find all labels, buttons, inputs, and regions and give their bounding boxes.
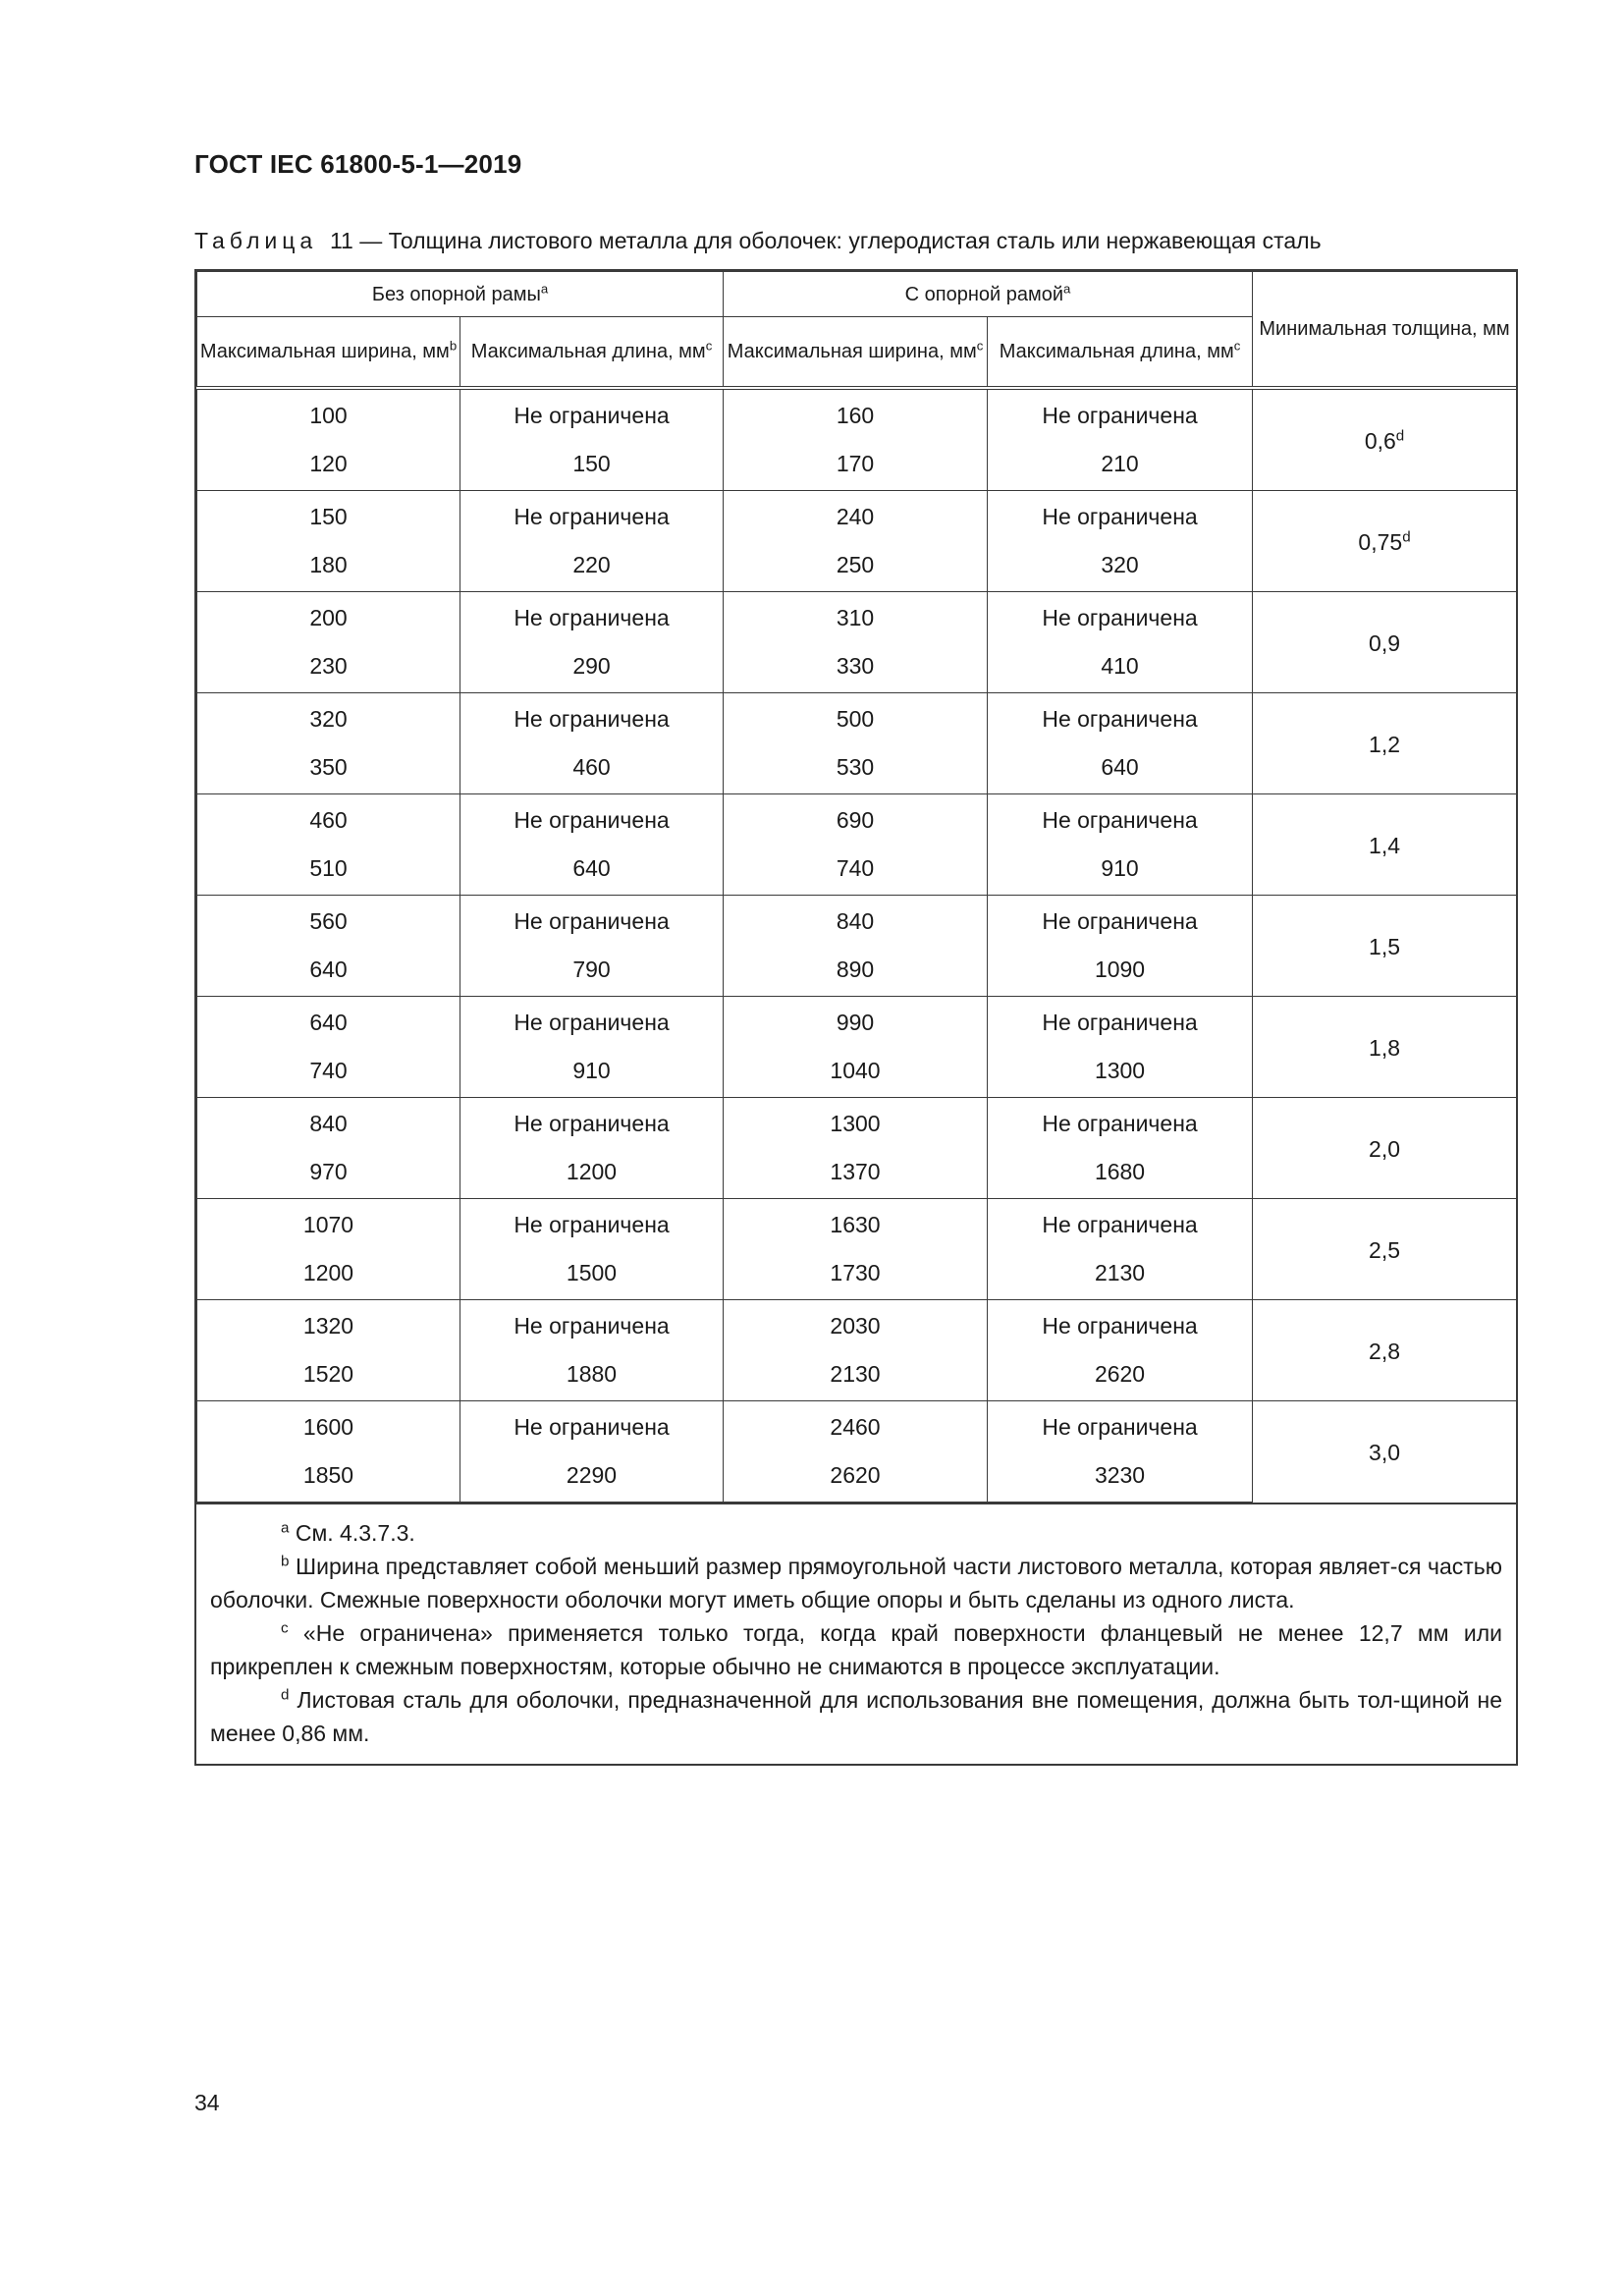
thickness-value: 1,2 — [1369, 731, 1401, 757]
thickness-cell — [1253, 388, 1517, 491]
table-cell: 840 — [197, 1098, 460, 1149]
thickness-cell — [1253, 592, 1517, 693]
table-cell: 1370 — [724, 1148, 988, 1199]
table-cell: 1630 — [724, 1199, 988, 1250]
header-min-thickness: Минимальная толщина, мм — [1253, 272, 1517, 389]
thickness-value: 1,4 — [1369, 832, 1401, 858]
table-row — [197, 794, 1517, 846]
table-cell: 2620 — [724, 1451, 988, 1503]
table-cell: 1200 — [460, 1148, 724, 1199]
footnote — [210, 1616, 1502, 1683]
table-cell: 1200 — [197, 1249, 460, 1300]
table-cell: 1300 — [724, 1098, 988, 1149]
header-group-with-frame: С опорной рамой$^a$ — [724, 272, 1253, 317]
table-cell: 290 — [460, 642, 724, 693]
thickness-cell — [1253, 693, 1517, 794]
table-row — [197, 592, 1517, 643]
table-cell: Не ограничена — [460, 693, 724, 744]
footnote-text: Ширина представляет собой меньший размер прямоугольной части листового металла, которая являет-ся частью оболочки. Смежные поверхности оболочки могут иметь общие опоры и быть сделаны из одного листа. — [210, 1554, 1502, 1613]
table-cell: 3230 — [988, 1451, 1253, 1503]
table-cell: Не ограничена — [460, 1098, 724, 1149]
table-cell: 1520 — [197, 1350, 460, 1401]
thickness-table — [194, 269, 1518, 1766]
table-cell: Не ограничена — [460, 1300, 724, 1351]
table-cell: 1090 — [988, 946, 1253, 997]
caption-text: 11 — Толщина листового металла для оболочек: углеродистая сталь или нержавеющая сталь — [329, 228, 1322, 253]
table-cell: 2620 — [988, 1350, 1253, 1401]
table-cell: 210 — [988, 440, 1253, 491]
table-cell: Не ограничена — [460, 896, 724, 947]
table-cell: 560 — [197, 896, 460, 947]
header-width-with-frame: Максимальная ширина, $мм^c$ — [724, 317, 988, 389]
table-cell: 1040 — [724, 1047, 988, 1098]
table-cell: 640 — [988, 743, 1253, 794]
table-cell: 220 — [460, 541, 724, 592]
table-cell: 230 — [197, 642, 460, 693]
thickness-cell — [1253, 794, 1517, 896]
table-cell: Не ограничена — [460, 388, 724, 440]
footnote — [210, 1516, 1502, 1550]
table-row — [197, 693, 1517, 744]
table-cell: Не ограничена — [460, 592, 724, 643]
table-cell: Не ограничена — [988, 1300, 1253, 1351]
table-cell: Не ограничена — [988, 896, 1253, 947]
table-row — [197, 1098, 1517, 1149]
table-cell: 150 — [460, 440, 724, 491]
table-cell: 460 — [197, 794, 460, 846]
table-cell: 180 — [197, 541, 460, 592]
table-cell: Не ограничена — [988, 491, 1253, 542]
table-cell: 2130 — [724, 1350, 988, 1401]
table-cell: Не ограничена — [988, 388, 1253, 440]
table-cell: 410 — [988, 642, 1253, 693]
table-cell: Не ограничена — [460, 491, 724, 542]
table-cell: 640 — [197, 997, 460, 1048]
table-cell: 1300 — [988, 1047, 1253, 1098]
table-cell: 740 — [724, 845, 988, 896]
table-cell: Не ограничена — [460, 1199, 724, 1250]
table-row — [197, 1199, 1517, 1250]
footnote-text: «Не ограничена» применяется только тогда, когда край поверхности фланцевый не менее 12,7 мм или прикреплен к смежным поверхностям, которые обычно не снимаются в процессе эксплуатации. — [210, 1620, 1502, 1679]
header-length-with-frame: Максимальная длина, $мм^c$ — [988, 317, 1253, 389]
thickness-value: 0,75 — [1358, 528, 1403, 555]
thickness-cell — [1253, 1300, 1517, 1401]
table-cell: 160 — [724, 388, 988, 440]
thickness-value: 0,9 — [1369, 629, 1401, 656]
footnote — [210, 1683, 1502, 1750]
table-cell: Не ограничена — [988, 1098, 1253, 1149]
thickness-cell — [1253, 896, 1517, 997]
thickness-cell — [1253, 1098, 1517, 1199]
thickness-value: 1,5 — [1369, 933, 1401, 959]
table-cell: 170 — [724, 440, 988, 491]
table-cell: 790 — [460, 946, 724, 997]
footnote-mark: b — [281, 1553, 290, 1570]
thickness-value: 2,5 — [1369, 1236, 1401, 1263]
table-cell: 1320 — [197, 1300, 460, 1351]
table-cell: 1680 — [988, 1148, 1253, 1199]
table-cell: Не ограничена — [988, 1401, 1253, 1452]
document-header: ГОСТ IEC 61800-5-1—2019 — [194, 149, 522, 179]
thickness-value: 2,0 — [1369, 1135, 1401, 1162]
footnote — [210, 1550, 1502, 1616]
table-cell: Не ограничена — [460, 794, 724, 846]
table-cell: Не ограничена — [460, 997, 724, 1048]
table-row — [197, 491, 1517, 542]
table-body — [197, 388, 1517, 1503]
table-cell: 250 — [724, 541, 988, 592]
table-row — [197, 1401, 1517, 1452]
table-cell: 1600 — [197, 1401, 460, 1452]
table-cell: 120 — [197, 440, 460, 491]
table-cell: 320 — [197, 693, 460, 744]
table-cell: 310 — [724, 592, 988, 643]
table-cell: 890 — [724, 946, 988, 997]
table-cell: 990 — [724, 997, 988, 1048]
table-cell: 970 — [197, 1148, 460, 1199]
thickness-cell — [1253, 491, 1517, 592]
table-notes — [196, 1503, 1516, 1764]
table-row — [197, 896, 1517, 947]
caption-prefix: Таблица — [194, 228, 318, 253]
thickness-cell — [1253, 1401, 1517, 1503]
table-cell: 1730 — [724, 1249, 988, 1300]
table-cell: 320 — [988, 541, 1253, 592]
table-cell: 460 — [460, 743, 724, 794]
table-cell: 350 — [197, 743, 460, 794]
table-cell: Не ограничена — [988, 794, 1253, 846]
table-cell: 2290 — [460, 1451, 724, 1503]
thickness-value: 3,0 — [1369, 1439, 1401, 1465]
table-cell: 100 — [197, 388, 460, 440]
table-cell: 1070 — [197, 1199, 460, 1250]
page-number: 34 — [194, 2090, 220, 2115]
table-cell: 1850 — [197, 1451, 460, 1503]
table-caption — [194, 228, 1322, 254]
table-cell: 640 — [197, 946, 460, 997]
table-cell: 690 — [724, 794, 988, 846]
table-row — [197, 388, 1517, 440]
table-cell: 200 — [197, 592, 460, 643]
table-cell: Не ограничена — [988, 997, 1253, 1048]
header-group-without-frame: Без опорной рамы$^a$ — [197, 272, 724, 317]
footnote-mark: d — [1402, 527, 1411, 545]
table-cell: 2130 — [988, 1249, 1253, 1300]
thickness-value: 2,8 — [1369, 1338, 1401, 1364]
footnote-mark: a — [281, 1519, 290, 1537]
table-cell: 840 — [724, 896, 988, 947]
thickness-cell — [1253, 997, 1517, 1098]
table-cell: 330 — [724, 642, 988, 693]
table-cell: 910 — [460, 1047, 724, 1098]
thickness-value: 1,8 — [1369, 1034, 1401, 1061]
footnote-mark: d — [281, 1686, 290, 1704]
table-cell: 510 — [197, 845, 460, 896]
table-cell: 500 — [724, 693, 988, 744]
footnote-mark: d — [1395, 426, 1405, 444]
thickness-value: 0,6 — [1364, 427, 1396, 454]
table-cell: Не ограничена — [460, 1401, 724, 1452]
footnote-text: Листовая сталь для оболочки, предназначенной для использования вне помещения, должна быть тол-щиной не менее 0,86 мм. — [210, 1687, 1502, 1746]
header-length-without-frame: Максимальная длина, $мм^c$ — [460, 317, 724, 389]
table-cell: 740 — [197, 1047, 460, 1098]
table-cell: 530 — [724, 743, 988, 794]
table-cell: Не ограничена — [988, 693, 1253, 744]
table-cell: 910 — [988, 845, 1253, 896]
header-width-without-frame: Максимальная ширина, $мм^b$ — [197, 317, 460, 389]
table-cell: 640 — [460, 845, 724, 896]
thickness-cell — [1253, 1199, 1517, 1300]
footnote-mark: c — [281, 1619, 289, 1637]
table-cell: 1500 — [460, 1249, 724, 1300]
table-cell: Не ограничена — [988, 592, 1253, 643]
footnote-text: См. 4.3.7.3. — [295, 1520, 415, 1546]
table-cell: 150 — [197, 491, 460, 542]
table-cell: 2460 — [724, 1401, 988, 1452]
table-cell: 1880 — [460, 1350, 724, 1401]
table-cell: 240 — [724, 491, 988, 542]
table-cell: 2030 — [724, 1300, 988, 1351]
table-row — [197, 1300, 1517, 1351]
table-cell: Не ограничена — [988, 1199, 1253, 1250]
table-row — [197, 997, 1517, 1048]
